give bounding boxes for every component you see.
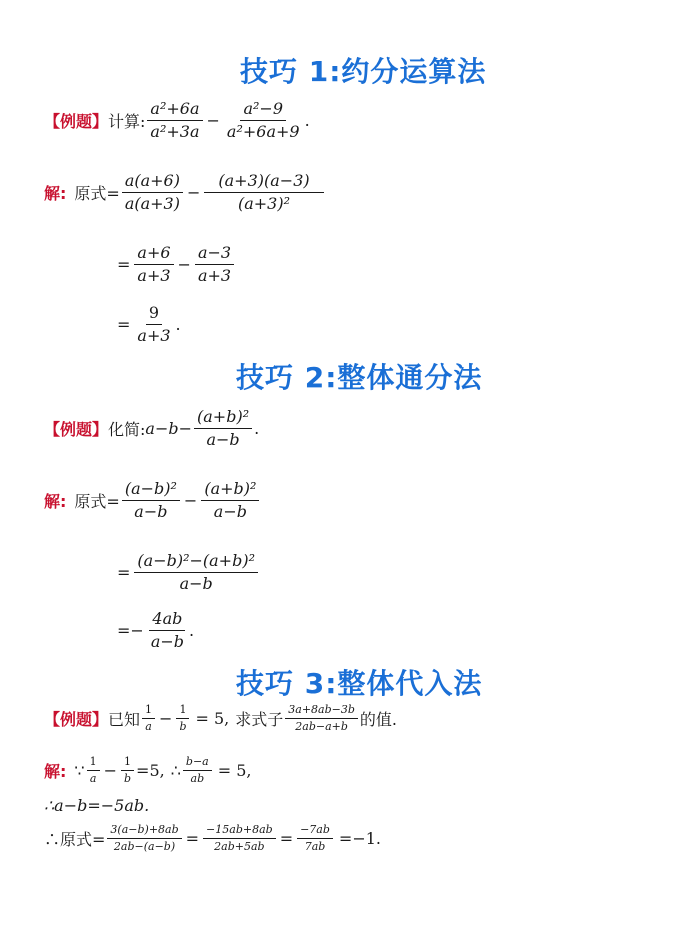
fraction: $\frac{1}{a}$: [142, 704, 155, 733]
solution-2-line-1: 解: 原式= $\frac{\text{(a−b)²}}{a-b}$ − $\frac{\text{(a+b)²}}{a-b}$: [44, 480, 261, 522]
fraction: $\frac{a+6}{a+3}$: [134, 244, 173, 286]
fraction: $\frac{b-a}{ab}$: [183, 756, 212, 785]
example-tag: 【例题】: [44, 710, 109, 730]
solution-3-line-2: ∴a−b=−5ab.: [44, 796, 150, 815]
fraction: $\frac{1}{b}$: [121, 756, 134, 785]
solution-2-line-3: =− $\frac{4ab}{a-b}$ .: [117, 609, 195, 652]
fraction: $\frac{a-3}{a+3}$: [195, 244, 234, 286]
fraction: $\frac{-7ab}{7ab}$: [297, 824, 333, 853]
fraction: $\frac{\text{a²−9}}{\text{a²+6a+9}}$: [226, 99, 300, 142]
solution-tag: 解:: [44, 492, 67, 512]
solution-1-line-2: = $\frac{a+6}{a+3}$ − $\frac{a-3}{a+3}$: [115, 244, 236, 286]
solution-1-line-1: 解: 原式= $\frac{a(a+6)}{a(a+3)}$ − $\frac{(a+3)(a-3)}{\text{(a+3)²}}$: [44, 172, 326, 214]
solution-tag: 解:: [44, 184, 67, 204]
example-3: 【例题】 已知 $\frac{1}{a}$ − $\frac{1}{b}$ = 5, 求式子 $\frac{3a+8ab-3b}{2ab-a+b}$ 的值.: [44, 703, 397, 734]
solution-2-line-2: = $\frac{\text{(a−b)²−(a+b)²}}{a-b}$: [115, 552, 260, 594]
example-1: 【例题】 计算: $\frac{\text{a²+6a}}{\text{a²+3a}}$ − $\frac{\text{a²−9}}{\text{a²+6a+9}}$ .: [44, 99, 310, 142]
fraction: $\frac{9}{a+3}$: [137, 303, 171, 346]
example-text: 化简:: [108, 420, 146, 440]
fraction: $\frac{4ab}{a-b}$: [150, 609, 184, 652]
fraction: $\frac{\text{(a+b)²}}{a-b}$: [194, 408, 252, 450]
section-2-title: 技巧 2:整体通分法: [236, 361, 483, 394]
fraction: $\frac{1}{b}$: [176, 704, 189, 733]
solution-tag: 解:: [44, 762, 67, 782]
fraction: $\frac{-15ab+8ab}{2ab+5ab}$: [203, 824, 276, 853]
fraction: $\frac{\text{(a−b)²−(a+b)²}}{a-b}$: [134, 552, 258, 594]
fraction: $\frac{1}{a}$: [87, 756, 100, 785]
fraction: $\frac{\text{(a+b)²}}{a-b}$: [201, 480, 259, 522]
fraction: $\frac{3(a-b)+8ab}{2ab-(a-b)}$: [107, 824, 181, 853]
solution-1-line-3: = $\frac{9}{a+3}$ .: [117, 303, 181, 346]
fraction: $\frac{a(a+6)}{a(a+3)}$: [122, 172, 183, 214]
fraction: $\frac{\text{a²+6a}}{\text{a²+3a}}$: [147, 100, 202, 142]
section-1-title: 技巧 1:约分运算法: [240, 55, 487, 88]
section-3-title: 技巧 3:整体代入法: [236, 667, 483, 700]
example-text: 计算:: [108, 112, 146, 132]
example-tag: 【例题】: [44, 112, 109, 132]
solution-3-line-1: 解: ∵ $\frac{1}{a}$ − $\frac{1}{b}$ =5, ∴ $\frac{b-a}{ab}$ = 5,: [44, 755, 252, 786]
fraction: $\frac{(a+3)(a-3)}{\text{(a+3)²}}$: [204, 172, 323, 214]
example-tag: 【例题】: [44, 420, 109, 440]
fraction: $\frac{3a+8ab-3b}{2ab-a+b}$: [285, 704, 358, 733]
fraction: $\frac{\text{(a−b)²}}{a-b}$: [122, 480, 180, 522]
example-2: 【例题】 化简: a−b− $\frac{\text{(a+b)²}}{a-b}$ .: [44, 407, 260, 450]
solution-3-line-3: ∴原式= $\frac{3(a-b)+8ab}{2ab-(a-b)}$ = $\frac{-15ab+8ab}{2ab+5ab}$ = $\frac{-7ab}{7ab}$ =−1.: [44, 823, 381, 854]
